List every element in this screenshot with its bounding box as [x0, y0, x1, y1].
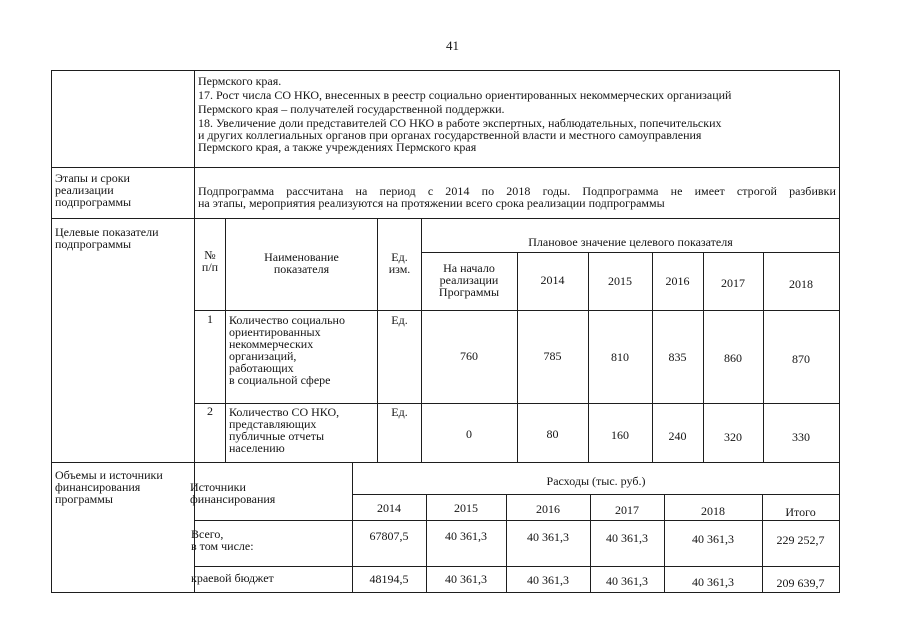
financing-value: 67807,5 [369, 529, 409, 543]
num-header-line: № [204, 248, 216, 262]
start-header-line: Программы [438, 285, 500, 299]
indicator-name [229, 406, 339, 454]
indicator-name-header-line: показателя [273, 262, 330, 276]
goals-line: Пермского края, а также учреждениях Пермского края [198, 140, 477, 154]
year-header: 2018 [789, 277, 813, 291]
stages-text-line: на этапы, мероприятия реализуются на протяжении всего срока реализации подпрограммы [198, 196, 665, 210]
year-header: 2014 [540, 273, 565, 287]
indicator-value: 160 [611, 428, 629, 442]
plan-header: Плановое значение целевого показателя [528, 235, 733, 249]
indicators-label-line: Целевые показатели [55, 225, 159, 239]
indicator-value: 330 [792, 430, 810, 444]
financing-value: 40 361,3 [445, 572, 487, 586]
indicator-num: 1 [207, 312, 213, 326]
financing-label-line: финансирования [55, 480, 141, 494]
financing-label [55, 469, 191, 505]
financing-label-line: программы [55, 492, 113, 506]
finance-year-header: 2014 [377, 501, 401, 515]
stages-text [198, 185, 836, 209]
stages-label-line: Этапы и сроки [55, 171, 130, 185]
financing-row-label-line: краевой бюджет [191, 571, 274, 585]
financing-row-label-line: Всего, [191, 527, 224, 541]
indicator-name [229, 314, 345, 386]
num-header [195, 249, 225, 273]
indicator-name-line: работающих [229, 361, 294, 375]
financing-row-label [191, 528, 254, 552]
indicator-name-line: населению [229, 441, 285, 455]
financing-label-line: Объемы и источники [55, 468, 163, 482]
indicator-name-line: представляющих [229, 417, 317, 431]
indicator-value: 835 [668, 350, 687, 364]
indicator-start-value: 0 [466, 427, 472, 441]
financing-row-label [191, 572, 274, 584]
stages-label-line: реализации [55, 183, 114, 197]
unit-header-line: изм. [388, 262, 411, 276]
goals-line: 17. Рост числа СО НКО, внесенных в реестр социально ориентированных некоммерческих организаций [198, 88, 732, 102]
indicator-name-line: Количество СО НКО, [229, 405, 340, 419]
goals-line: 18. Увеличение доли представителей СО НКО в работе экспертных, наблюдательных, попечительских [198, 116, 722, 130]
indicator-unit: Ед. [391, 405, 408, 419]
indicator-value: 810 [611, 350, 629, 364]
source-header-line: Источники [190, 480, 246, 494]
indicator-name-line: некоммерческих [229, 337, 314, 351]
financing-value: 48194,5 [369, 572, 409, 586]
start-header-line: реализации [439, 273, 499, 287]
indicator-value: 860 [724, 351, 742, 365]
financing-value: 40 361,3 [692, 532, 734, 546]
financing-value: 40 361,3 [527, 573, 569, 587]
goals-line: Пермского края – получателей государственной поддержки. [198, 102, 505, 116]
source-header-line: финансирования [190, 492, 276, 506]
indicator-name-header [226, 251, 377, 275]
unit-header-line: Ед. [391, 250, 408, 264]
finance-year-header: 2015 [454, 501, 478, 515]
goals-line: Пермского края. [198, 74, 282, 88]
indicator-name-line: организаций, [229, 349, 297, 363]
num-header-line: п/п [201, 260, 219, 274]
stages-label [55, 172, 191, 208]
stages-text-line: Подпрограмма рассчитана на период с 2014 по 2018 годы. Подпрограмма не имеет строгой разбивки [198, 184, 836, 198]
indicators-label [55, 226, 191, 250]
financing-row-label-line: в том числе: [191, 539, 254, 553]
indicator-unit: Ед. [391, 313, 408, 327]
financing-value: 40 361,3 [606, 574, 648, 588]
goals-line: и других коллегиальных органов при органах государственной власти и местного самоуправления [198, 128, 702, 142]
expenses-header: Расходы (тыс. руб.) [546, 474, 646, 488]
finance-total-header: Итого [785, 505, 816, 519]
indicator-value: 80 [546, 427, 559, 441]
indicator-name-header-line: Наименование [264, 250, 339, 264]
financing-total: 209 639,7 [776, 576, 825, 590]
stages-label-line: подпрограммы [55, 195, 132, 209]
indicator-value: 320 [724, 430, 742, 444]
start-header-line: На начало [443, 261, 495, 275]
indicator-start-value: 760 [460, 349, 478, 363]
year-header: 2016 [665, 274, 690, 288]
start-header [421, 262, 517, 298]
indicator-name-line: публичные отчеты [229, 429, 325, 443]
financing-value: 40 361,3 [692, 575, 734, 589]
finance-year-header: 2017 [615, 503, 639, 517]
indicator-num: 2 [207, 404, 213, 418]
indicator-value: 870 [792, 352, 810, 366]
financing-value: 40 361,3 [527, 530, 569, 544]
page-number: 41 [446, 38, 459, 53]
unit-header [378, 251, 421, 275]
goals-text [198, 75, 838, 153]
source-header [190, 481, 275, 505]
year-header: 2015 [608, 274, 632, 288]
financing-value: 40 361,3 [606, 531, 648, 545]
financing-value: 40 361,3 [445, 529, 487, 543]
indicator-value: 240 [668, 429, 687, 443]
year-header: 2017 [721, 276, 745, 290]
finance-year-header: 2018 [701, 504, 725, 518]
financing-total: 229 252,7 [776, 533, 825, 547]
indicators-label-line: подпрограммы [55, 237, 132, 251]
finance-year-header: 2016 [536, 502, 560, 516]
indicator-name-line: ориентированных [229, 325, 321, 339]
indicator-name-line: Количество социально [229, 313, 345, 327]
indicator-value: 785 [543, 349, 562, 363]
indicator-name-line: в социальной сфере [229, 373, 331, 387]
